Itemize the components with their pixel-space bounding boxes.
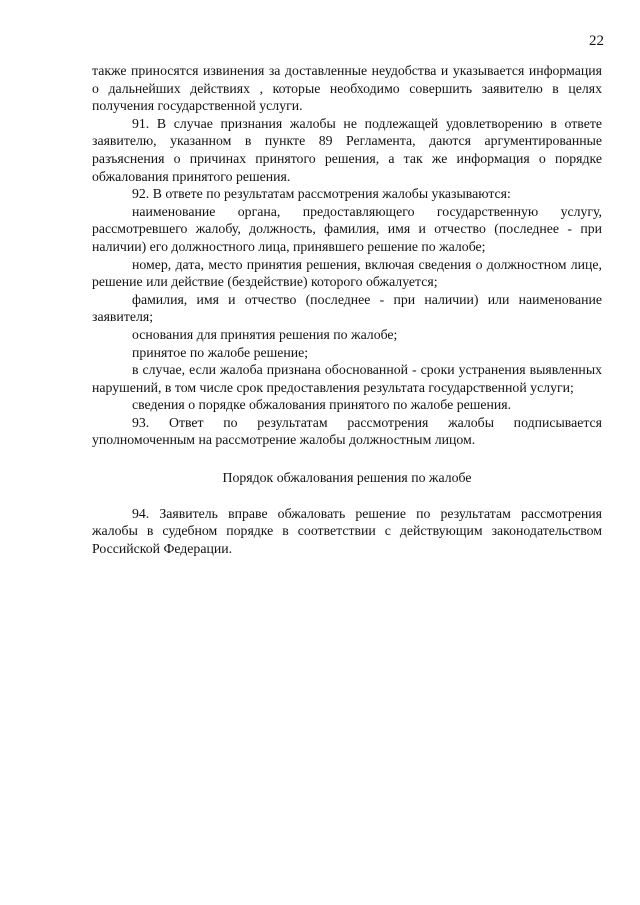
list-item-remedy-deadlines: в случае, если жалоба признана обоснованной - сроки устранения выявленных нарушений, в том числе срок предоставления результата государственной услуги; <box>92 362 602 395</box>
list-item-decision-taken: принятое по жалобе решение; <box>132 344 309 360</box>
paragraph-continuation: также приносятся извинения за доставленные неудобства и указывается информация о дальнейших действиях , которые необходимо совершить заявителю в целях получения государственной услуги. <box>92 63 602 114</box>
page-number: 22 <box>589 33 604 49</box>
section-heading: Порядок обжалования решения по жалобе <box>222 470 472 486</box>
paragraph-94: 94. Заявитель вправе обжаловать решение по результатам рассмотрения жалобы в судебном порядке в соответствии с действующим законодательством Российской Федерации. <box>92 505 602 556</box>
paragraph-92: 92. В ответе по результатам рассмотрения жалобы указываются: <box>132 186 511 202</box>
list-item-organ-name: наименование органа, предоставляющего государственную услугу, рассмотревшего жалобу, должность, фамилия, имя и отчество (последнее - при наличии) его должностного лица, принявшего решение по жалобе; <box>92 203 602 254</box>
paragraph-93: 93. Ответ по результатам рассмотрения жалобы подписывается уполномоченным на рассмотрение жалобы должностным лицом. <box>92 414 602 448</box>
document-body <box>92 62 602 557</box>
paragraph-91: 91. В случае признания жалобы не подлежащей удовлетворению в ответе заявителю, указанном в пункте 89 Регламента, даются аргументированные разъяснения о причинах принятого решения, а так же информация о порядке обжалования принятого решения. <box>92 115 602 184</box>
list-item-decision-grounds: основания для принятия решения по жалобе; <box>132 326 398 342</box>
list-item-appeal-procedure: сведения о порядке обжалования принятого по жалобе решения. <box>132 397 512 413</box>
list-item-applicant-name: фамилия, имя и отчество (последнее - при наличии) или наименование заявителя; <box>92 291 602 325</box>
list-item-decision-details: номер, дата, место принятия решения, включая сведения о должностном лице, решение или действие (бездействие) которого обжалуется; <box>92 256 602 290</box>
